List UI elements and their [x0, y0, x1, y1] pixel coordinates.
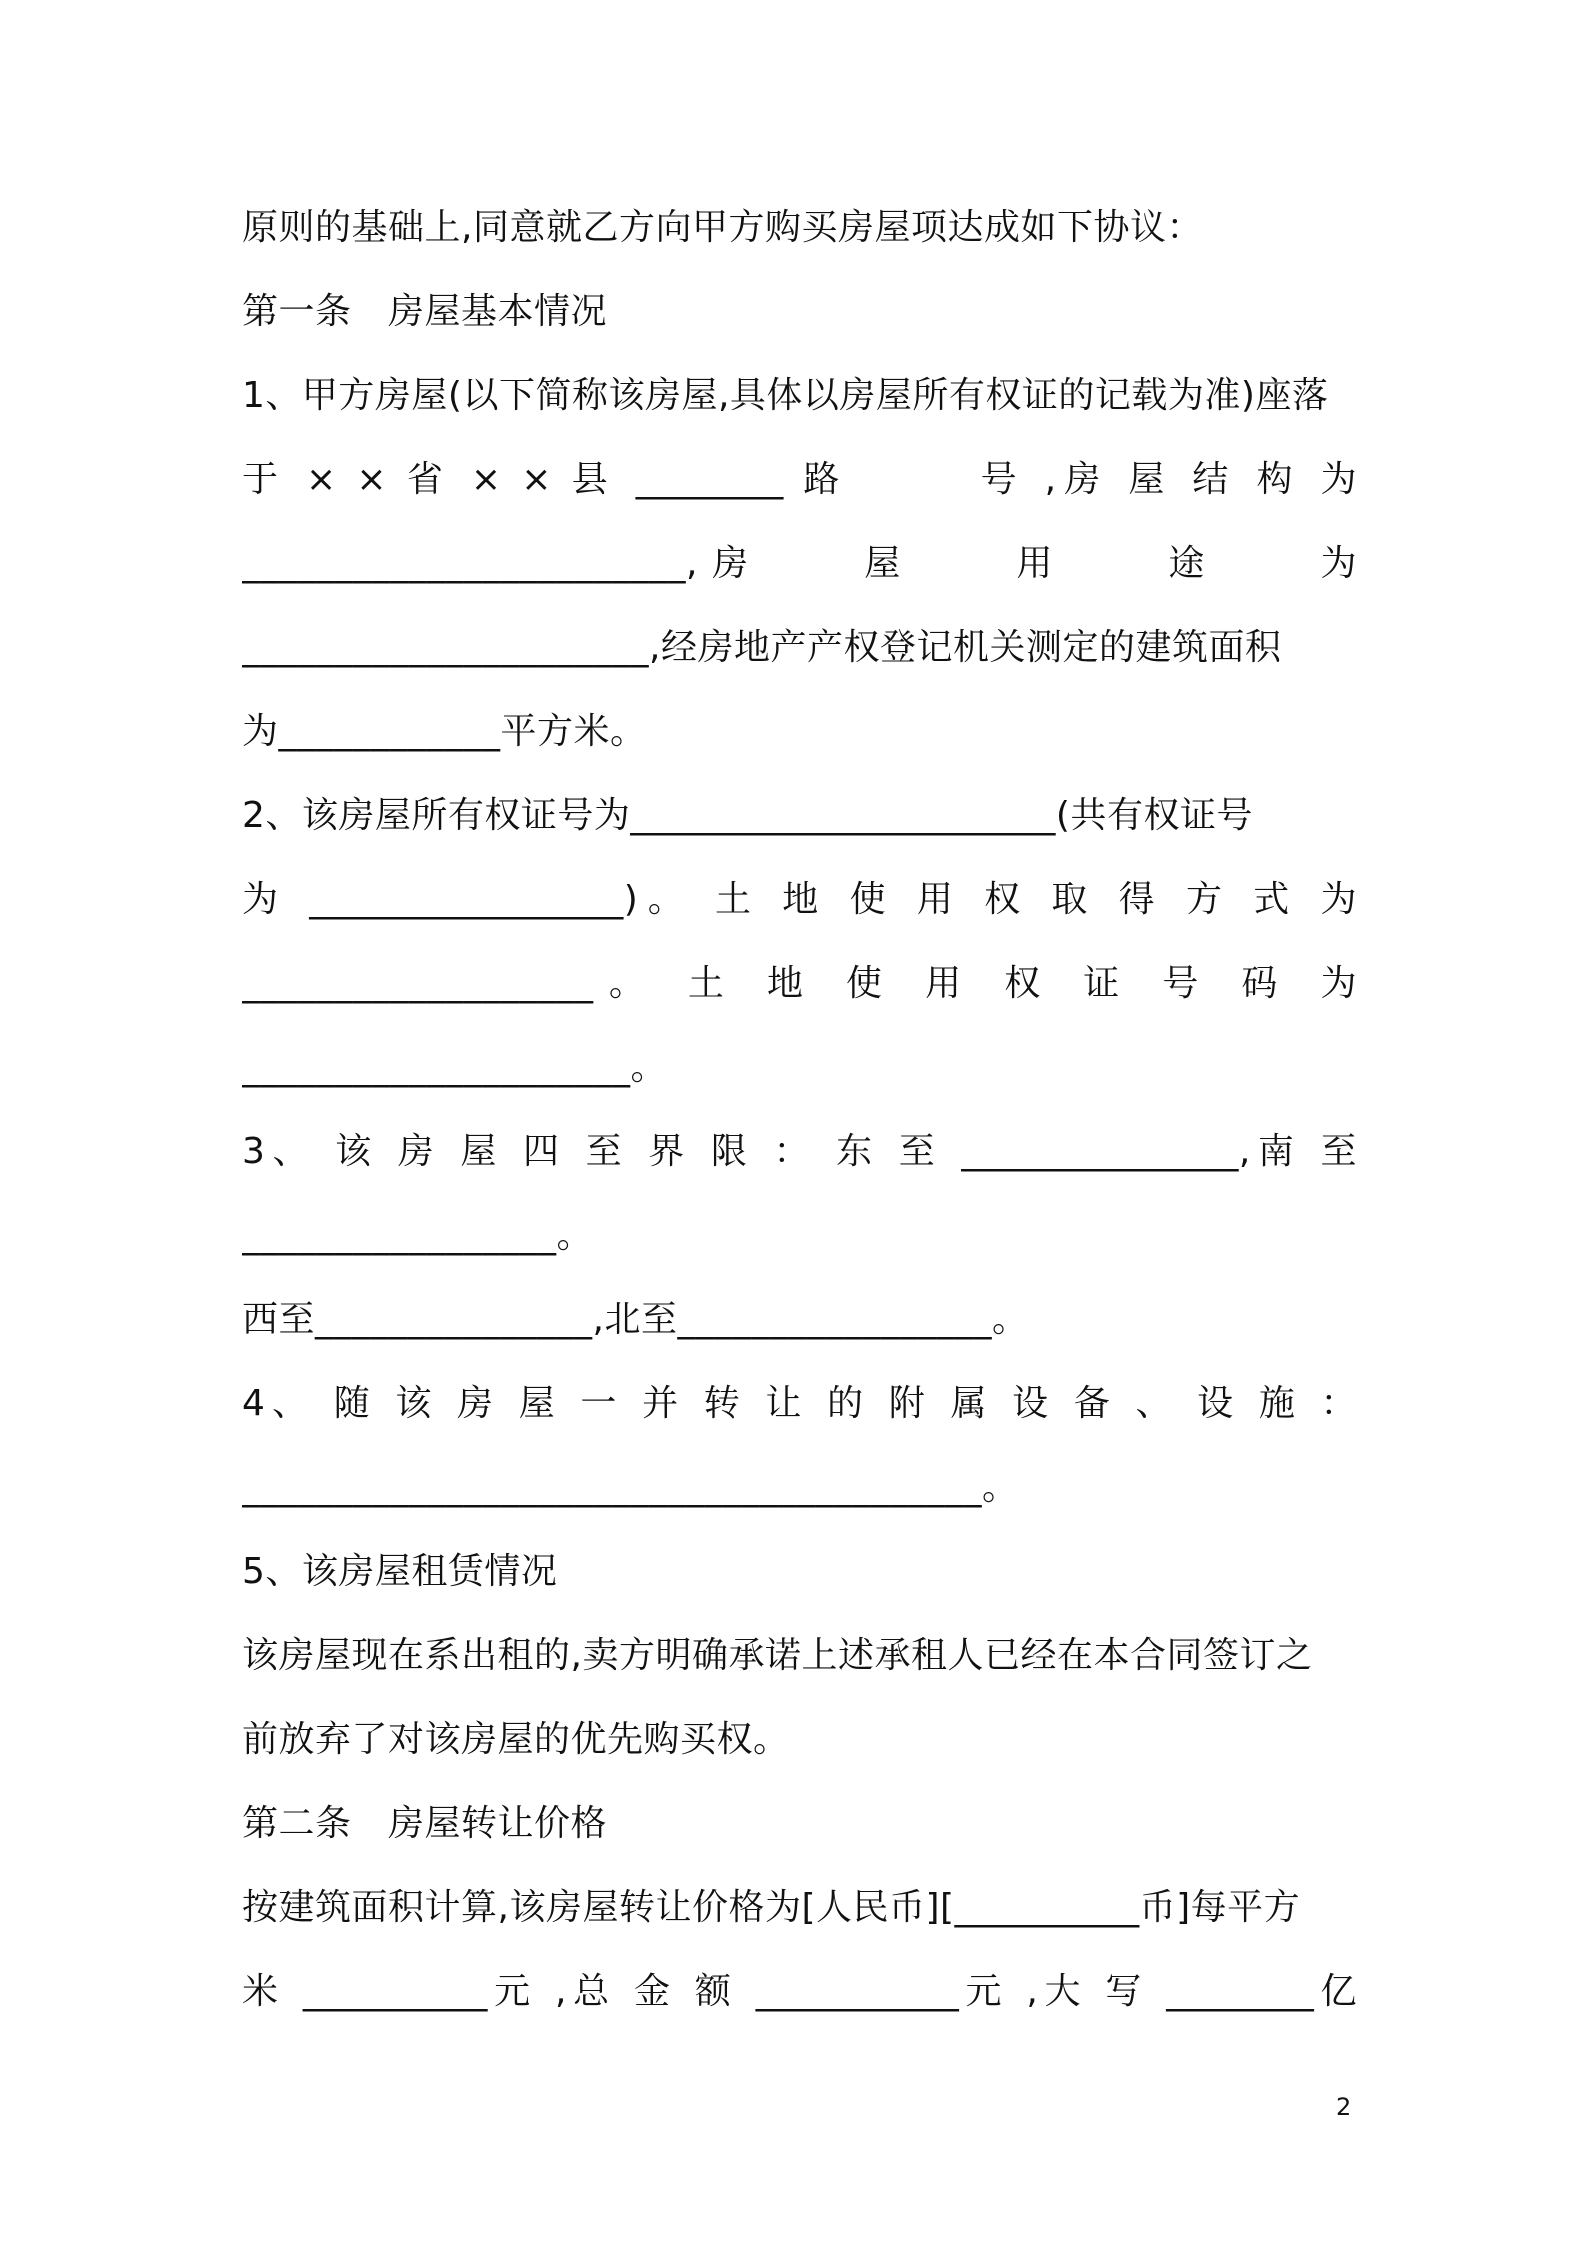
text-line-1: 原则的基础上,同意就乙方向甲方购买房屋项达成如下协议： [242, 207, 1203, 248]
page-number: 2 [1336, 2093, 1352, 2121]
text-line-5: ________________________,房 屋 用 途 为 [242, 543, 1357, 584]
text-line-17: 5、该房屋租赁情况 [242, 1551, 558, 1592]
article-1-heading: 第一条 房屋基本情况 [242, 291, 608, 332]
text-line-7: 为____________平方米。 [242, 711, 647, 752]
text-line-9: 为 _________________)。 土 地 使 用 权 取 得 方 式 为 [242, 879, 1357, 920]
text-line-6: ______________________,经房地产产权登记机关测定的建筑面积 [242, 627, 1282, 668]
text-line-3: 1、甲方房屋(以下简称该房屋,具体以房屋所有权证的记载为准)座落 [242, 375, 1329, 416]
text-line-4: 于 × × 省 × × 县 ________ 路 号 ,房 屋 结 构 为 [242, 459, 1357, 500]
text-line-18: 该房屋现在系出租的,卖方明确承诺上述承租人已经在本合同签订之 [242, 1635, 1313, 1676]
text-line-10: ___________________。 土 地 使 用 权 证 号 码 为 [242, 963, 1357, 1004]
text-line-12: 3、 该 房 屋 四 至 界 限 ： 东 至 _______________,南 至 [242, 1131, 1357, 1172]
text-line-15: 4、 随 该 房 屋 一 并 转 让 的 附 属 设 备 、 设 施 ： [242, 1383, 1357, 1424]
text-line-13: _________________。 [242, 1215, 593, 1256]
text-line-22: 米 __________元 ,总 金 额 ___________元 ,大 写 ________亿 [242, 1971, 1357, 2012]
text-line-16: ________________________________________。 [242, 1467, 1019, 1508]
text-line-14: 西至_______________,北至_________________。 [242, 1299, 1029, 1340]
text-line-11: _____________________。 [242, 1047, 667, 1088]
article-2-heading: 第二条 房屋转让价格 [242, 1803, 608, 1844]
text-line-8: 2、该房屋所有权证号为_______________________(共有权证号 [242, 795, 1253, 836]
text-line-19: 前放弃了对该房屋的优先购买权。 [242, 1719, 790, 1760]
text-line-21: 按建筑面积计算,该房屋转让价格为[人民币][__________币]每平方 [242, 1887, 1301, 1928]
